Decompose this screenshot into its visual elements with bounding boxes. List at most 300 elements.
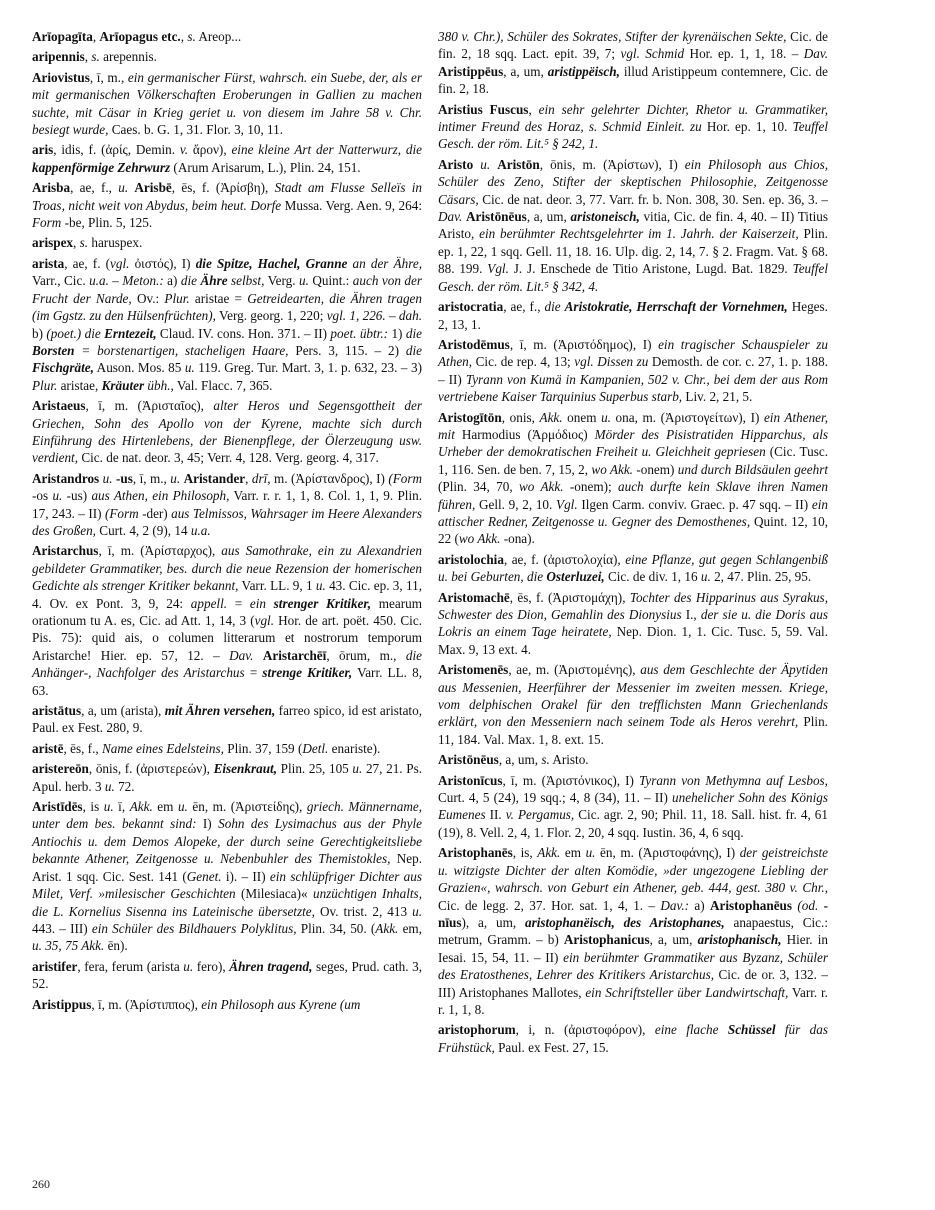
entry-text: die: [180, 273, 201, 289]
entry-text: 1): [388, 325, 406, 341]
entry-text: = borstenartigen, stacheligen Haare,: [74, 342, 289, 358]
entry-text: Ähre: [200, 273, 228, 289]
entry-text: alter Heros und Segensgottheit der Griechen, Sohn des Apollo von der Kyrene, machte sich durch Einführung des Hirtenlebens, der Bienenpflege, der Ölerzeugung usw. verdient,: [32, 398, 422, 466]
entry-text: eine flache: [654, 1022, 728, 1038]
entry-text: Cic. agr. 2, 90; Phil. 11, 18. Sall. hist. fr. 4, 61 (19), 8. Vell. 2, 4, 1. Flor. 2, 20, 4 sqq. Iustin. 36, 4, 6 sqq.: [438, 807, 828, 840]
entry-text: , is: [82, 799, 104, 815]
entry-lemma: aris: [32, 142, 54, 158]
entry-text: farreo spico, id est aristato, Paul. ex Fest. 280, 9.: [32, 703, 422, 736]
entry-text: seges, Prud. cath. 3, 52.: [32, 958, 422, 992]
entry-text: , ēs, f. (Ἀρίσβη),: [171, 180, 275, 196]
dictionary-entry: [438, 298, 828, 333]
entry-text: kappenförmige Zehrwurz: [32, 159, 171, 175]
entry-text: Dav.: [438, 209, 463, 225]
entry-lemma: Aristo: [438, 156, 474, 172]
entry-text: 119. Greg. Tur. Mart. 3, 1. p. 632, 23. – 3): [194, 360, 422, 376]
entry-text: ein attischer Redner, Zeitgenosse u. Gegner des Demosthenes,: [438, 496, 828, 529]
entry-text: Akk.: [539, 409, 563, 425]
entry-text: , a, um,: [503, 63, 548, 79]
entry-text: 2, 47. Plin. 25, 95.: [710, 569, 812, 585]
entry-text: Mörder des Pisistratiden Hipparchus, als Urheber der demokratischen Freiheit u. Gleichheit gepriesen: [438, 426, 828, 460]
entry-text: (Milesiaca)«: [235, 886, 313, 902]
entry-text: u.: [315, 578, 326, 594]
entry-text: Akk.: [129, 799, 153, 815]
dictionary-entry: [32, 798, 422, 955]
entry-text: a): [163, 273, 181, 289]
dictionary-entry: [32, 397, 422, 467]
entry-text: aus Athen, ein Philosoph,: [91, 488, 230, 504]
left-column: [32, 28, 422, 1016]
entry-lemma: aristē: [32, 740, 64, 756]
entry-text: Ov. trist. 2, 413: [314, 903, 413, 919]
entry-text: strenger Kritiker,: [273, 595, 372, 611]
entry-lemma: Aristogītōn: [438, 409, 502, 425]
dictionary-entry: [32, 702, 422, 737]
entry-text: Akk.: [375, 920, 399, 936]
entry-text: ,: [245, 470, 252, 486]
entry-text: ,: [180, 29, 188, 44]
entry-text: Plin. 11, 184. Val. Max. 1, 8. ext. 15.: [438, 714, 828, 747]
entry-text: an der Ähre,: [347, 255, 423, 271]
entry-text: Varr., Cic.: [32, 273, 90, 289]
entry-text: , ēs, f.,: [63, 740, 102, 756]
entry-lemma: Aristonīcus: [438, 772, 503, 788]
entry-text: Nep. Dion. 1, 1. Cic. Tusc. 5, 59. Val. Max. 9, 13 ext. 4.: [438, 624, 828, 657]
entry-text: Ähren tragend,: [229, 958, 313, 974]
entry-lemma: Aristomenēs: [438, 662, 509, 678]
entry-text: -der): [138, 505, 172, 521]
entry-text: u.: [118, 180, 129, 196]
entry-text: Hor. ep. 1, 1, 18. –: [684, 46, 804, 62]
entry-text: Name eines Edelsteins,: [101, 740, 224, 756]
entry-text: vitia, Cic. de fin. 4, 40. – II) Titius Aristo,: [438, 209, 829, 242]
entry-text: aristae,: [57, 377, 102, 393]
entry-text: Teuffel Gesch. der röm. Lit.⁵ § 342, 4.: [438, 261, 828, 294]
entry-text: , is,: [512, 845, 538, 861]
entry-text: , i, n. (ἀριστοφόρον),: [515, 1022, 655, 1038]
entry-text: u. 35, 75 Akk.: [32, 938, 105, 954]
entry-text: Vgl.: [556, 496, 578, 512]
entry-text: ēn, m. (Ἀριστείδης),: [187, 799, 307, 815]
entry-text: drī,: [251, 470, 271, 486]
entry-text: ein sehr gelehrter Dichter, Rhetor u. Grammatiker, intimer Freund des Horaz, s. Schmid Einleit. zu: [438, 101, 828, 135]
entry-text: 43. Cic. ep. 3, 11, 4. Ov. ex Pont. 3, 9, 24:: [32, 578, 422, 611]
entry-text: ēn, m. (Ἀριστοφάνης), I): [595, 845, 740, 861]
entry-text: Cic. de rep. 4, 13;: [472, 354, 575, 370]
entry-text: aristophanëisch, des Aristophanes,: [524, 914, 725, 930]
entry-text: , ī, m.,: [132, 470, 171, 486]
entry-text: i). – II): [221, 868, 270, 884]
entry-text: arepennis.: [99, 49, 157, 65]
entry-text: für das Frühstück,: [438, 1022, 828, 1055]
dictionary-entry: [438, 101, 828, 153]
entry-text: Cic. de or. 3, 132. – III) Aristophanes Mallotes,: [438, 967, 828, 1000]
entry-text: Tyrann von Kumä in Kampanien, 502 v. Chr., bei dem der aus Rom vertriebene Kaiser Tarquinius Superbus starb,: [438, 371, 828, 405]
entry-lemma: arista: [32, 255, 65, 271]
entry-text: [253, 648, 262, 663]
dictionary-entry: [438, 772, 828, 842]
entry-text: vgl. Dissen zu: [574, 354, 649, 370]
entry-text: 380 v. Chr.), Schüler des Sokrates, Stifter der kyrenäischen Sekte,: [438, 29, 787, 44]
entry-text: Varr. r. r. 1, 1, 8. Col. 1, 1, 9. Plin. 17, 243. – II): [32, 488, 423, 521]
entry-text: ein Schüler des Bildhauers Polyklitus,: [91, 920, 297, 936]
entry-text: Ov.:: [131, 290, 165, 306]
entry-text: poet. übtr.:: [330, 325, 389, 341]
entry-text: Ilgen Carm. conviv. Graec. p. 47 sqq. – II): [577, 496, 812, 512]
entry-text: s.: [187, 29, 196, 44]
entry-text: wo Akk.: [591, 461, 633, 477]
entry-text: , a, um,: [649, 932, 698, 948]
entry-lemma: Ariovistus: [32, 69, 90, 85]
entry-text: Heges. 2, 13, 1.: [438, 299, 828, 332]
entry-text: Mussa. Verg. Aen. 9, 264:: [281, 197, 422, 213]
entry-lemma: Aristarchus: [32, 543, 99, 559]
entry-text: , ōnis, m. (Ἀρίστων), I): [539, 156, 685, 172]
entry-text: Cic. de div. 1, 16: [604, 569, 701, 585]
entry-text: , ī, m. (Ἀριστόδημος), I): [509, 336, 659, 352]
entry-text: ,: [528, 101, 539, 117]
dictionary-entry: [32, 255, 422, 394]
entry-text: s.: [541, 752, 550, 768]
entry-text: u.: [585, 845, 596, 861]
entry-text: Auson. Mos. 85: [93, 360, 185, 376]
entry-text: -us: [115, 470, 133, 486]
dictionary-entry: [32, 234, 422, 251]
entry-text: mearum orationum tu A. es, Cic. ad Att. 1, 14, 3 (: [32, 595, 422, 628]
entry-text: selbst,: [227, 273, 265, 289]
dictionary-entry: [438, 336, 828, 406]
entry-text: 27, 21. Ps. Apul. herb. 3: [32, 761, 422, 794]
entry-lemma: aristifer: [32, 958, 78, 974]
entry-text: b): [32, 325, 47, 341]
entry-text: -us): [62, 488, 92, 504]
entry-text: Aristander: [183, 470, 246, 486]
entry-text: appell.: [190, 595, 228, 611]
entry-text: (Form: [388, 470, 423, 486]
entry-text: vgl. Schmid: [620, 46, 685, 62]
entry-lemma: arispex: [32, 235, 74, 251]
entry-text: u.: [52, 488, 63, 504]
entry-text: em: [560, 845, 586, 861]
entry-text: Plin. 34, 50. (: [296, 920, 376, 936]
entry-lemma: Aristius Fuscus: [438, 101, 529, 117]
entry-text: Kräuter: [101, 377, 145, 393]
entry-text: Arisbē: [134, 180, 172, 196]
entry-text: (Plin. 34, 70,: [438, 479, 519, 495]
dictionary-entry: [32, 958, 422, 993]
entry-text: (Cic. Tusc. 1, 116. Sen. de ben. 7, 15, 2,: [438, 444, 828, 477]
entry-text: Borsten: [32, 342, 75, 358]
entry-text: die Spitze, Hachel, Granne: [195, 255, 348, 271]
entry-text: , ī, m. (Ἀρίσταρχος),: [98, 543, 222, 559]
entry-text: Areop...: [195, 29, 242, 44]
entry-text: Caes. b. G. 1, 31. Flor. 3, 10, 11.: [108, 122, 284, 138]
entry-lemma: Aristōnēus: [438, 752, 499, 768]
entry-text: Sohn des Lysimachus aus der Phyle Antiochis u. dem Demos Alopeke, der durch seine Gerechtigkeitsliebe bekannte Athener, Zeitgenosse u. Nebenbuhler des Themistokles,: [32, 816, 422, 867]
entry-text: Hor. de art. poët. 450. Cic. Pis. 75): quid ais, o columen litterarum et nostrorum temporum Aristarche! Hier. ep. 57, 12. –: [32, 613, 422, 663]
entry-text: Dav.:: [660, 897, 690, 913]
entry-text: Teuffel Gesch. der röm. Lit.⁵ § 242, 1.: [438, 119, 828, 152]
entry-lemma: aristolochia: [438, 551, 504, 567]
entry-text: ein Philosoph aus Kyrene (um: [201, 996, 361, 1012]
entry-text: wo Akk.: [458, 531, 501, 547]
entry-text: unzüchtigen Inhalts, die L. Kornelius Sisenna ins Lateinische übersetzte,: [32, 886, 422, 919]
entry-text: unehelicher Sohn des Königs Eumenes: [438, 790, 828, 823]
entry-text: -be, Plin. 5, 125.: [61, 215, 153, 231]
entry-text: ein schlüpfriger Dichter aus Milet, Verf. »milesischer Geschichten: [32, 868, 422, 902]
dictionary-entry: [438, 28, 828, 98]
entry-text: , ēs, f. (Ἀριστομάχη),: [509, 589, 630, 605]
entry-text: onem: [562, 409, 602, 425]
entry-lemma: aristophorum: [438, 1022, 516, 1038]
dictionary-entry: [32, 542, 422, 699]
entry-text: I.,: [681, 607, 701, 622]
entry-text: , ae, m. (Ἀριστομένης),: [508, 662, 641, 678]
entry-text: Curt. 4, 2 (9), 14: [95, 522, 191, 538]
entry-text: Aristōn: [497, 156, 540, 172]
entry-text: u.: [352, 761, 363, 777]
entry-text: Aristo.: [549, 752, 589, 768]
entry-text: Aristophanicus: [563, 932, 650, 948]
entry-text: Tochter des Hipparinus aus Syrakus, Schwester des Dion, Gemahlin des Dionysius: [438, 589, 828, 622]
entry-text: u.: [103, 799, 114, 815]
entry-text: Cic. de nat. deor. 3, 77. Varr. fr. b. Non. 308, 30. Sen. ep. 36, 3. –: [478, 191, 828, 207]
entry-text: ein germanischer Fürst, wahrsch. ein Suebe, der, als er mit germanischen Völkerschaften Eroberungen in Gallien zu machen suchte, mit Cäsar in Krieg geriet u. von diesem im Jahre 58 v. Chr. besiegt wurde,: [32, 69, 422, 138]
dictionary-entry: [438, 589, 828, 659]
entry-text: Hier. in Iesai. 15, 54, 11. – II): [438, 932, 828, 965]
entry-text: u.: [299, 273, 309, 289]
right-column: [438, 28, 828, 1059]
entry-text: Akk.: [537, 845, 561, 861]
dictionary-entry: [438, 156, 828, 295]
entry-text: , fera, ferum (arista: [77, 958, 184, 974]
entry-text: Form: [32, 215, 62, 231]
entry-text: , a, um,: [526, 209, 571, 225]
entry-text: , ōnis, f. (ἀριστερεών),: [88, 761, 214, 777]
entry-text: Cic. de nat. deor. 3, 45; Verr. 4, 128. Verg. georg. 4, 317.: [78, 450, 379, 466]
entry-text: Stadt am Flusse Selleïs in Troas, nicht weit von Abydus, beim heut. Dorfe: [32, 180, 423, 213]
entry-text: u.: [184, 360, 195, 376]
entry-text: aristae =: [189, 290, 248, 306]
entry-text: ēn).: [104, 938, 128, 954]
entry-text: Plur.: [164, 290, 190, 306]
entry-text: Eisenkraut,: [213, 761, 277, 777]
entry-text: , ī, m. (Ἀρισταῖος),: [85, 398, 214, 414]
entry-text: fero),: [193, 958, 230, 974]
entry-text: Cic. de legg. 2, 37. Hor. sat. 1, 4, 1. –: [438, 897, 661, 913]
entry-text: Osterluzei,: [546, 569, 605, 585]
dictionary-entry: [32, 470, 422, 540]
dictionary-entry: [32, 179, 422, 231]
entry-text: Gell. 9, 2, 10.: [475, 496, 557, 512]
entry-text: , idis, f. (ἀρίς, Demin.: [53, 142, 180, 158]
entry-text: , ae, f. (ἀριστολοχία),: [503, 551, 626, 567]
entry-text: Hor. ep. 1, 10.: [701, 119, 793, 135]
entry-text: u.: [170, 470, 181, 486]
dictionary-entry: [32, 996, 422, 1013]
entry-text: ein tragischer Schauspieler zu Athen,: [438, 336, 829, 370]
entry-text: Aristippēus: [438, 63, 504, 79]
entry-lemma: Arisba: [32, 180, 71, 196]
dictionary-entry: [32, 28, 422, 45]
entry-text: u.a. – Meton.:: [89, 273, 164, 289]
entry-text: mit Ähren versehen,: [164, 703, 276, 719]
entry-text: u.: [700, 569, 711, 585]
entry-text: anapaestus, Cic.: metrum, Gramm. – b): [438, 914, 828, 948]
entry-text: ὀιστός), I): [129, 255, 196, 271]
entry-text: Tyrann von Methymna auf Lesbos,: [638, 772, 828, 788]
entry-text: auch durfte kein Sklave ihren Namen führen,: [438, 479, 829, 512]
entry-text: ein: [249, 595, 274, 611]
entry-text: aus Samothrake, ein zu Alexandrien gebildeter Grammatiker, bes. durch die neue Rezension der homerischen Gedichte als strenger Kritiker bekannt,: [32, 543, 422, 594]
entry-text: , ī, m.,: [89, 69, 128, 85]
entry-text: J. J. Enschede de Titio Aristone, Lugd. Bat. 1829.: [508, 261, 793, 277]
entry-text: vgl. 1, 226. – dah.: [326, 308, 423, 324]
entry-text: , a, um,: [498, 752, 542, 768]
entry-text: , ī, m. (Ἀριστόνικος), I): [502, 772, 639, 788]
page-number: 260: [32, 1177, 50, 1191]
entry-text: eine Pflanze, gut gegen Schlangenbiß u. bei Geburten, die: [438, 551, 828, 585]
dictionary-entry: [32, 141, 422, 176]
entry-text: Curt. 4, 5 (24), 19 sqq.; 4, 8 (34), 11. – II): [438, 790, 673, 806]
entry-text: u.: [104, 778, 115, 794]
entry-lemma: Aristophanēs: [438, 845, 513, 861]
dictionary-entry: [438, 844, 828, 1018]
entry-text: aristippëisch,: [547, 63, 620, 79]
dictionary-entry: [32, 760, 422, 795]
entry-text: (Arum Arisarum, L.), Plin. 24, 151.: [170, 159, 361, 175]
entry-text: -onem): [632, 461, 678, 477]
entry-text: Erntezeit,: [104, 325, 157, 341]
entry-text: 72.: [114, 778, 135, 794]
entry-text: =: [244, 665, 263, 681]
entry-text: , ōrum, m.,: [326, 647, 406, 663]
entry-text: aus Telmissos, Wahrsager im Heere Alexanders des Großen,: [32, 505, 422, 538]
entry-text: ein berühmter Grammatiker aus Byzanz, Schüler des Eratosthenes, Lehrer des Kritikers Aristarchus,: [438, 949, 828, 983]
entry-text: u.: [601, 409, 611, 425]
dictionary-entry: [438, 551, 828, 586]
entry-text: ein Schriftsteller über Landwirtschaft,: [585, 984, 789, 1000]
entry-text: a): [689, 897, 710, 913]
entry-text: Varr. LL. 8, 63.: [32, 665, 423, 698]
dictionary-entry: [438, 1021, 828, 1056]
entry-text: die: [405, 325, 422, 341]
entry-text: Paul. ex Fest. 27, 15.: [494, 1039, 609, 1055]
entry-text: ona, m. (Ἀριστογείτων), I): [610, 409, 764, 425]
entry-text: 443. – III): [32, 920, 92, 936]
entry-text: II.: [485, 807, 506, 823]
entry-text: Verg. georg. 1, 220;: [215, 308, 327, 324]
entry-text: Cic. de fin. 2, 18 sqq. Lact. epit. 39, 7;: [438, 29, 828, 62]
entry-lemma: aristocratia: [438, 299, 504, 315]
entry-text: v.: [179, 142, 189, 158]
entry-lemma: Aristīdēs: [32, 799, 83, 815]
entry-text: ī,: [113, 799, 130, 815]
entry-text: , ī, m. (Ἀρίστιππος),: [91, 996, 202, 1012]
entry-text: -os: [32, 488, 53, 504]
dictionary-entry: [438, 409, 828, 548]
entry-text: übh.,: [144, 377, 174, 393]
entry-text: Aristōnēus: [466, 209, 527, 225]
entry-text: ἄρον),: [188, 142, 232, 158]
entry-text: Varr. LL. 9, 1: [238, 578, 316, 594]
entry-text: Aristokratie, Herrschaft der Vornehmen,: [564, 299, 788, 315]
entry-text: ein Athener, mit: [438, 409, 828, 442]
entry-text: Harmodius (Ἁρμόδιος): [454, 426, 595, 442]
entry-text: Vgl.: [487, 261, 509, 277]
entry-text: Genet.: [186, 868, 222, 884]
entry-text: aus dem Geschlechte der Äpytiden aus Messenien, Heerführer der Messenier im zweiten messen. Kriege, vom delphischen Orakel für den trefflichsten Mann Griechenlands erklärt, von den Messeniern nach seinem Tode als Heros verehrt,: [438, 662, 828, 730]
entry-text: Dav.: [803, 46, 829, 62]
entry-text: Quint.:: [308, 273, 353, 289]
dictionary-entry: [438, 751, 828, 768]
dictionary-entry: [32, 740, 422, 757]
entry-text: -ona).: [500, 531, 535, 547]
entry-text: u.: [412, 903, 422, 919]
entry-text: Aristophanēus: [709, 897, 793, 913]
entry-text: die: [544, 299, 565, 315]
entry-text: ), a, um,: [461, 914, 525, 930]
entry-text: auch von der Frucht der Narde,: [32, 273, 422, 306]
entry-text: Dav.: [229, 647, 254, 663]
entry-text: aristoneisch,: [570, 209, 640, 225]
entry-text: ein Philosoph aus Chios, Schüler des Zeno, Stifter der skeptischen Philosophie, Zeitgenosse Cäsars,: [438, 156, 829, 207]
entry-text: m. (Ἀρίστανδρος), I): [270, 470, 389, 486]
entry-text: illud Aristippeum contemnere, Cic. de fin. 2, 18.: [438, 63, 828, 97]
entry-text: vgl.: [254, 613, 275, 628]
entry-text: Arīopagus etc.: [99, 29, 181, 44]
entry-text: wo Akk.: [518, 479, 564, 495]
entry-lemma: Aristippus: [32, 996, 92, 1012]
entry-text: die Anhänger-, Nachfolger des Aristarchus: [32, 647, 422, 681]
entry-lemma: aristereōn: [32, 761, 89, 777]
entry-text: Liv. 2, 21, 5.: [682, 389, 753, 405]
entry-text: haruspex.: [88, 235, 143, 251]
entry-lemma: Aristodēmus: [438, 336, 510, 352]
dictionary-entry: [32, 69, 422, 139]
entry-text: Varr. r. r. 1, 1, 8.: [438, 984, 828, 1017]
entry-text: griech. Männername, unter dem bes. bekannt sind:: [32, 799, 423, 832]
entry-text: aristophanisch,: [697, 932, 782, 948]
entry-text: =: [227, 595, 250, 611]
entry-text: vgl.: [110, 255, 130, 271]
entry-text: u.: [183, 958, 194, 974]
entry-text: , ae, f.,: [503, 299, 545, 315]
entry-text: Demosth. de cor. c. 27, 1. p. 188. – II): [438, 354, 828, 387]
entry-lemma: Arīopagīta: [32, 29, 93, 44]
entry-text: ,: [84, 49, 92, 65]
entry-text: Quint. 12, 10, 22 (: [438, 513, 829, 547]
entry-text: und durch Bildsäulen geehrt: [677, 461, 828, 477]
entry-lemma: Aristaeus: [32, 398, 86, 414]
entry-text: u.: [99, 470, 113, 486]
entry-text: s.: [79, 235, 89, 251]
entry-text: (Form: [104, 505, 139, 521]
entry-text: Plin. 25, 105: [277, 761, 353, 777]
entry-text: der geistreichste u. witzigste Dichter der alten Komödie, »der ungezogene Liebling der Grazien«, wahrsch. von Geburt ein Athener, geb. 444, gest. 380 v. Chr.,: [438, 845, 828, 896]
entry-text: Fischgräte,: [32, 360, 94, 376]
entry-text: ein berühmter Rechtsgelehrter im 1. Jahrh. der Kaiserzeit,: [479, 226, 799, 242]
entry-text: u.: [177, 799, 188, 815]
entry-text: der sie u. die Doris aus Lokris an einem Tage heiratete,: [438, 607, 828, 640]
entry-lemma: Aristandros: [32, 470, 100, 486]
entry-text: , ae, f. (: [64, 255, 111, 271]
entry-text: Nep. Arist. 1 sqq. Cic. Sest. 141 (: [32, 851, 422, 884]
entry-lemma: aripennis: [32, 49, 85, 65]
entry-text: Pers. 3, 115. – 2): [288, 342, 406, 358]
dictionary-entry: [438, 661, 828, 748]
entry-text: u.a.: [190, 522, 211, 538]
